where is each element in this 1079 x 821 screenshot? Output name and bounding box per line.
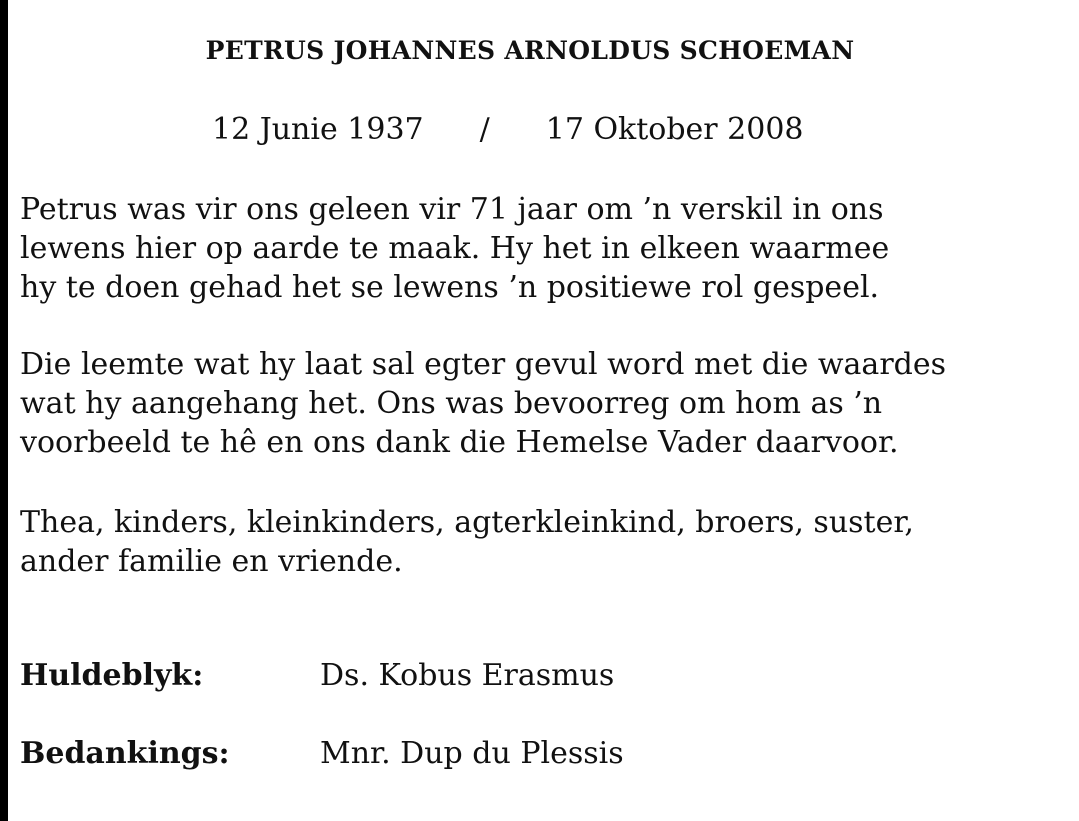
credit-name: Ds. Kobus Erasmus: [320, 658, 615, 693]
credit-label: Huldeblyk:: [20, 658, 204, 693]
paragraph-line: lewens hier op aarde te maak. Hy het in elkeen waarmee: [20, 231, 890, 266]
credit-name: Mnr. Dup du Plessis: [320, 736, 624, 771]
credit-label: Bedankings:: [20, 736, 230, 771]
document-title: PETRUS JOHANNES ARNOLDUS SCHOEMAN: [205, 36, 855, 65]
legacy-paragraph: [20, 345, 1060, 462]
tribute-paragraph: [20, 190, 1060, 307]
paragraph-line: ander familie en vriende.: [20, 544, 403, 579]
credit-row-bedankings: [20, 736, 624, 771]
credit-row-huldeblyk: [20, 658, 614, 693]
family-paragraph: [20, 503, 1060, 581]
left-border-rule: [0, 0, 8, 821]
paragraph-line: Die leemte wat hy laat sal egter gevul word met die waardes: [20, 347, 947, 382]
paragraph-line: hy te doen gehad het se lewens ’n positiewe rol gespeel.: [20, 270, 880, 305]
death-date: 17 Oktober 2008: [545, 112, 804, 147]
paragraph-line: Thea, kinders, kleinkinders, agterkleinkind, broers, suster,: [20, 505, 914, 540]
paragraph-line: voorbeeld te hê en ons dank die Hemelse Vader daarvoor.: [20, 425, 899, 460]
birth-date: 12 Junie 1937: [212, 112, 424, 147]
paragraph-line: Petrus was vir ons geleen vir 71 jaar om ’n verskil in ons: [20, 192, 884, 227]
date-separator: /: [479, 112, 490, 147]
life-dates: [212, 112, 804, 147]
paragraph-line: wat hy aangehang het. Ons was bevoorreg om hom as ’n: [20, 386, 883, 421]
